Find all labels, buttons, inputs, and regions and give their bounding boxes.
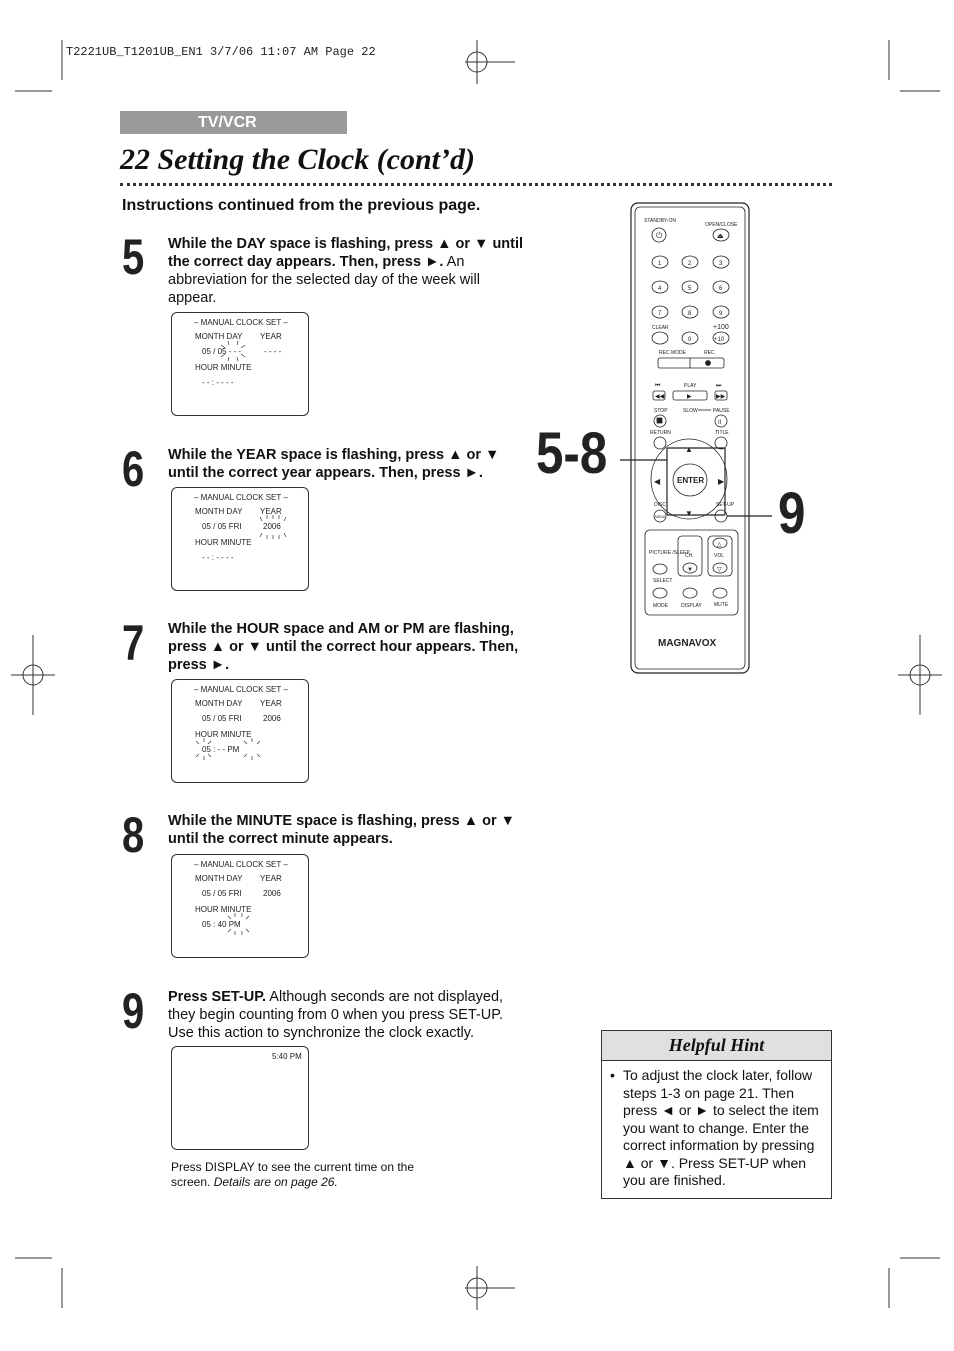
step-instruction: While the YEAR space is flashing, press ▲ or ▼ until the correct year appears. Then, press ►. [168,447,500,481]
svg-text:7: 7 [658,311,662,317]
svg-text:▽: ▽ [717,567,722,573]
tv-screen [171,854,309,958]
svg-text:+100: +100 [713,324,729,331]
label-month-day: MONTH DAY [195,699,243,708]
hint-bullet: • [610,1067,615,1083]
label-month-day: MONTH DAY [195,332,243,341]
svg-text:RETURN: RETURN [650,430,671,436]
print-header: T2221UB_T1201UB_EN1 3/7/06 11:07 AM Page 22 [66,45,376,59]
screen-title: – MANUAL CLOCK SET – [194,318,288,327]
intro-text: Instructions continued from the previous page. [122,197,481,214]
svg-text:II: II [718,420,722,426]
caption-reference: Details are on page 26. [213,1175,338,1189]
date-value: 05 / 05 FRI [202,889,242,898]
label-month-day: MONTH DAY [195,874,243,883]
date-value: 05 / 05 FRI [202,522,242,531]
clock-display: 5:40 PM [272,1052,302,1061]
svg-text:DISC: DISC [654,502,666,508]
brand-logo: MAGNAVOX [658,638,717,649]
time-value: 05 : 40 PM [202,920,241,929]
svg-text:0: 0 [688,337,692,343]
svg-text:5: 5 [688,286,692,292]
label-hour-minute: HOUR MINUTE [195,730,252,739]
label-hour-minute: HOUR MINUTE [195,363,252,372]
step-number: 9 [122,983,145,1039]
step-instruction: Press SET-UP. [168,989,267,1005]
date-value: 05 / 05 - - - [202,347,242,356]
step-text [168,446,528,482]
step-text [168,812,528,848]
year-value: 2006 [263,522,281,531]
step-number: 8 [122,807,145,863]
svg-text:⏮: ⏮ [655,383,661,389]
enter-label: ENTER [677,476,705,485]
svg-text:MUTE: MUTE [714,602,729,608]
svg-text:▼: ▼ [685,509,693,518]
svg-text:MENU: MENU [655,515,666,519]
step-number: 7 [122,615,145,671]
flash-marks [218,339,248,363]
svg-text:◀◀: ◀◀ [655,394,665,400]
svg-text:SELECT: SELECT [653,578,673,584]
power-icon: ⏻ [656,231,663,240]
eject-icon: ⏏ [717,233,724,240]
flash-marks [194,737,264,761]
step-note: Although seconds are not displayed, they begin counting from 0 when you press SET-UP. Use this action to synchronize the clock exactly. [168,989,504,1041]
label-year: YEAR [260,332,282,341]
step-instruction: While the DAY space is flashing, press ▲ or ▼ until the correct day appears. Then, press ►. [168,236,524,270]
svg-text:+10: +10 [714,337,725,343]
svg-text:VOL: VOL [714,553,725,559]
svg-text:STOP: STOP [654,408,668,414]
svg-text:⏭: ⏭ [716,383,722,389]
label-year: YEAR [260,507,282,516]
title-divider [120,183,832,186]
label-hour-minute: HOUR MINUTE [195,905,252,914]
svg-text:9: 9 [719,311,723,317]
svg-text:TITLE: TITLE [715,430,729,436]
svg-text:CH.: CH. [685,553,694,559]
hint-text: To adjust the clock later, follow steps 1-3 on page 21. Then press ◄ or ► to select the item you want to change. Enter the correct information by pressing ▲ or ▼. Press SET-UP when you are finished. [623,1067,819,1188]
step-number: 6 [122,441,145,497]
svg-text:▼: ▼ [687,567,693,573]
svg-text:◀: ◀ [654,477,661,486]
label-hour-minute: HOUR MINUTE [195,538,252,547]
section-tab: TV/VCR [120,111,347,134]
hint-body [602,1061,831,1190]
svg-text:PAUSE: PAUSE [713,408,730,414]
date-value: 05 / 05 FRI [202,714,242,723]
label-year: YEAR [260,699,282,708]
label-standby: STANDBY-ON [644,218,676,224]
caption [171,1160,431,1190]
screen-title: – MANUAL CLOCK SET – [194,493,288,502]
svg-text:REC MODE: REC MODE [659,350,686,356]
step-text [168,235,528,307]
label-open-close: OPEN/CLOSE [705,222,738,228]
svg-text:▶: ▶ [718,477,725,486]
step-text [168,988,518,1042]
svg-text:MODE: MODE [653,603,668,609]
time-value: - - : - - - - [202,553,234,562]
svg-text:6: 6 [719,286,723,292]
svg-text:4: 4 [658,286,662,292]
page-title: 22 Setting the Clock (cont’d) [120,143,475,176]
step-note: An abbreviation for the selected day of the week will appear. [168,254,480,306]
flash-marks [258,514,288,540]
callout-lines [600,420,800,540]
svg-text:DISPLAY: DISPLAY [681,603,702,609]
label-year: YEAR [260,874,282,883]
year-value: - - - - [264,347,282,356]
callout-steps-5-8: 5-8 [536,421,608,486]
svg-text:CLEAR: CLEAR [652,325,669,331]
svg-text:PLAY: PLAY [684,383,697,389]
svg-text:SET-UP: SET-UP [716,502,735,508]
screen-title: – MANUAL CLOCK SET – [194,685,288,694]
tv-screen [171,1046,309,1150]
svg-text:3: 3 [719,261,723,267]
step-instruction: While the HOUR space and AM or PM are flashing, press ▲ or ▼ until the correct hour appears. Then, press ►. [168,621,519,673]
svg-text:REC: REC [704,350,715,356]
callout-step-9: 9 [778,481,806,546]
caption-text: Press DISPLAY to see the current time on the screen. [171,1160,415,1189]
time-value: 05 : - - PM [202,745,240,754]
step-instruction: While the MINUTE space is flashing, press ▲ or ▼ until the correct minute appears. [168,813,515,847]
hint-title: Helpful Hint [602,1031,831,1061]
tv-screen [171,312,309,416]
tv-screen [171,679,309,783]
flash-marks [226,912,252,936]
label-month-day: MONTH DAY [195,507,243,516]
step-text [168,620,528,674]
screen-title: – MANUAL CLOCK SET – [194,860,288,869]
svg-text:8: 8 [688,311,692,317]
svg-text:▲: ▲ [685,445,693,454]
year-value: 2006 [263,714,281,723]
svg-text:△: △ [717,542,722,548]
helpful-hint-box [601,1030,832,1199]
svg-text:PICTURE /SLEEP: PICTURE /SLEEP [649,550,690,556]
time-value: - - : - - - - [202,378,234,387]
svg-text:2: 2 [688,261,692,267]
svg-text:▶: ▶ [687,394,692,400]
step-number: 5 [122,229,145,285]
svg-text:▶▶: ▶▶ [716,394,726,400]
svg-text:SLOW: SLOW [683,408,698,414]
svg-text:1: 1 [658,261,662,267]
year-value: 2006 [263,889,281,898]
tv-screen [171,487,309,591]
